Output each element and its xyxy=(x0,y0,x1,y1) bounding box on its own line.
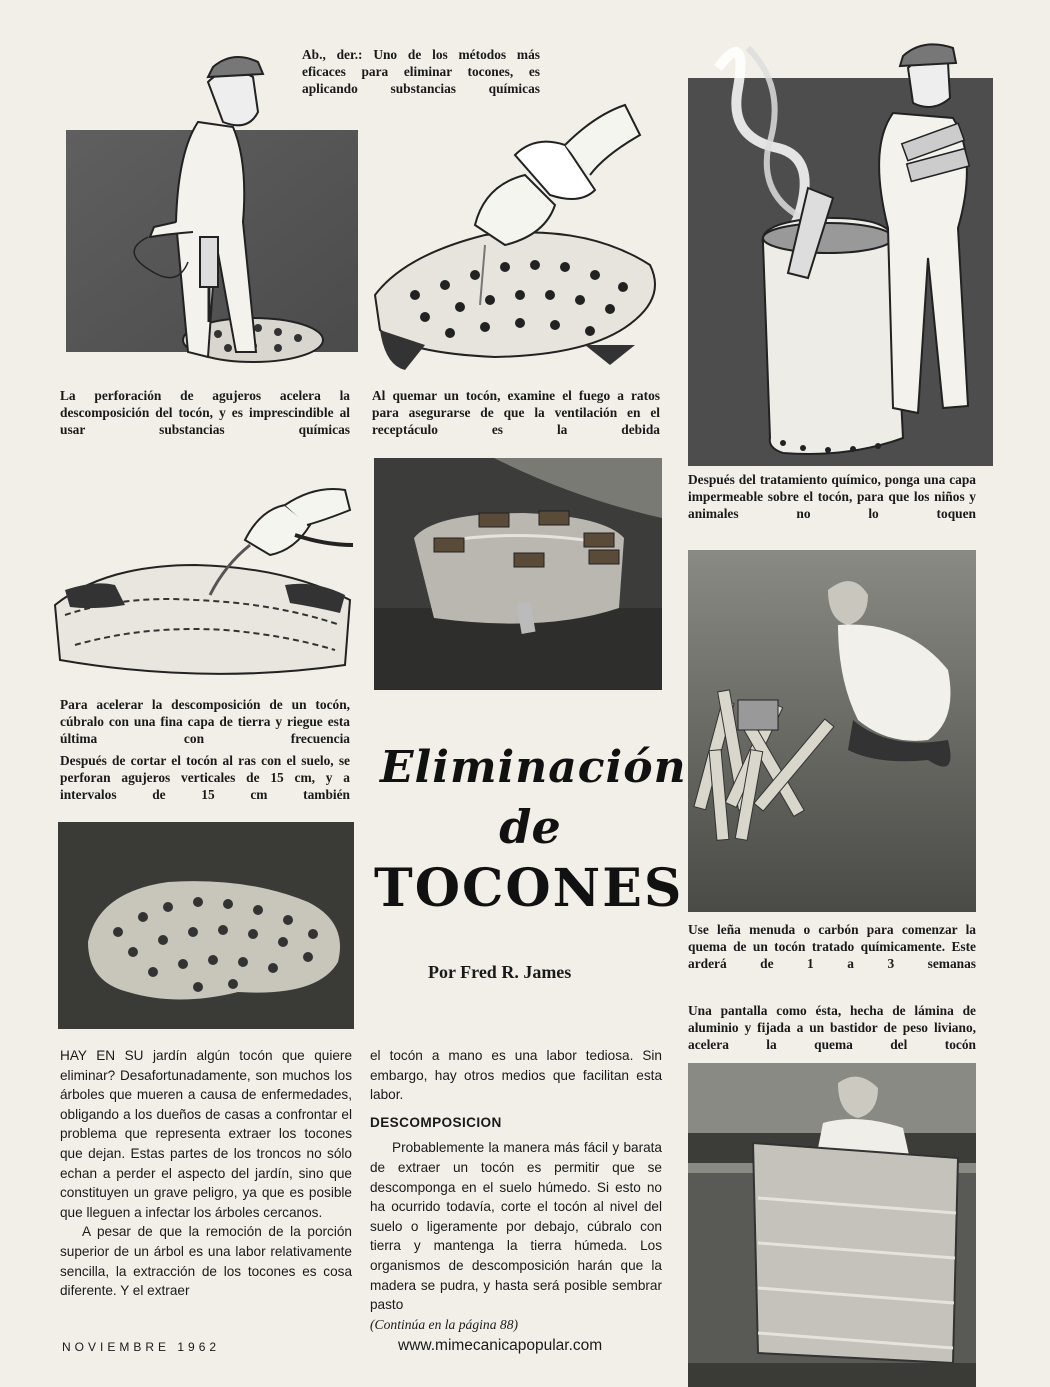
article-column-1 xyxy=(60,1046,352,1301)
article-paragraph: el tocón a mano es una labor tediosa. Sin embargo, hay otros medios que facilitan esta labor. xyxy=(370,1048,662,1103)
article-column-2 xyxy=(370,1046,662,1334)
illustration-watering-stump xyxy=(45,485,357,690)
photo-man-kindling xyxy=(688,550,976,912)
title-line-3: TOCONES xyxy=(374,858,684,919)
article-paragraph: Probablemente la manera más fácil y barata de extraer un tocón es permitir que se descomponga en el suelo húmedo. Si esto no ha ocurrido todavía, corte el tocón al nivel del suelo o ligeramente por debajo, cúbralo con tierra y mantenga la tierra húmeda. Los organismos de descomposición harán que la madera se pudra, y hasta será posible sembrar pasto xyxy=(370,1140,662,1313)
caption-vertical-holes: Después de cortar el tocón al ras con el suelo, se perforan agujeros verticales de 15 cm, y a intervalos de 15 cm también xyxy=(60,753,350,802)
caption-drilling-holes: La perforación de agujeros acelera la descomposición del tocón, y es imprescindible al usar substancias químicas xyxy=(60,388,350,437)
article-paragraph: A pesar de que la remoción de la porción superior de un árbol es una labor relativamente sencilla, la extracción de los tocones es cosa diferente. Y el extraer xyxy=(60,1224,352,1299)
section-heading: DESCOMPOSICION xyxy=(370,1114,502,1130)
byline: Por Fred R. James xyxy=(428,962,572,982)
title-line-1: Eliminación xyxy=(380,742,687,793)
caption-burning-stump: Al quemar un tocón, examine el fuego a ratos para asegurarse de que la ventilación en el receptáculo es la debida xyxy=(372,388,660,437)
illustration-burning-barrel xyxy=(688,28,1013,466)
footer-url[interactable]: www.mimecanicapopular.com xyxy=(398,1337,603,1354)
caption-chemical-methods: Ab., der.: Uno de los métodos más eficaces para eliminar tocones, es aplicando substancias químicas xyxy=(302,47,540,96)
caption-waterproof-cover: Después del tratamiento químico, ponga una capa impermeable sobre el tocón, para que los niños y animales no lo toquen xyxy=(688,472,976,521)
caption-kindling: Use leña menuda o carbón para comenzar la quema de un tocón tratado químicamente. Este arderá de 1 a 3 semanas xyxy=(688,922,976,971)
title-line-2: de xyxy=(499,800,561,854)
caption-soil-cover: Para acelerar la descomposición de un tocón, cúbralo con una fina capa de tierra y riegue esta última con frecuencia xyxy=(60,697,350,746)
continued-note: (Continúa en la página 88) xyxy=(370,1316,519,1332)
photo-drilled-stump xyxy=(58,822,354,1029)
article-paragraph: HAY EN SU jardín algún tocón que quiere eliminar? Desafortunadamente, son muchos los árboles que mueren a causa de enfermedades, obligando a los dueños de casas a confrontar el problema que representa extraer los tocones que dejan. Estas partes de los troncos no sólo echan a perder el aspecto del jardín, sino que constituyen un grave peligro, ya que es posible que lleguen a infectar los árboles cercanos. xyxy=(60,1048,352,1220)
illustration-pouring-chemicals xyxy=(365,95,665,380)
caption-aluminum-screen: Una pantalla como ésta, hecha de lámina de aluminio y fijada a un bastidor de peso liviano, acelera la quema del tocón xyxy=(688,1003,976,1052)
photo-covered-stump xyxy=(374,458,662,690)
footer-date: NOVIEMBRE 1962 xyxy=(62,1340,221,1354)
photo-aluminum-screen xyxy=(688,1063,976,1387)
